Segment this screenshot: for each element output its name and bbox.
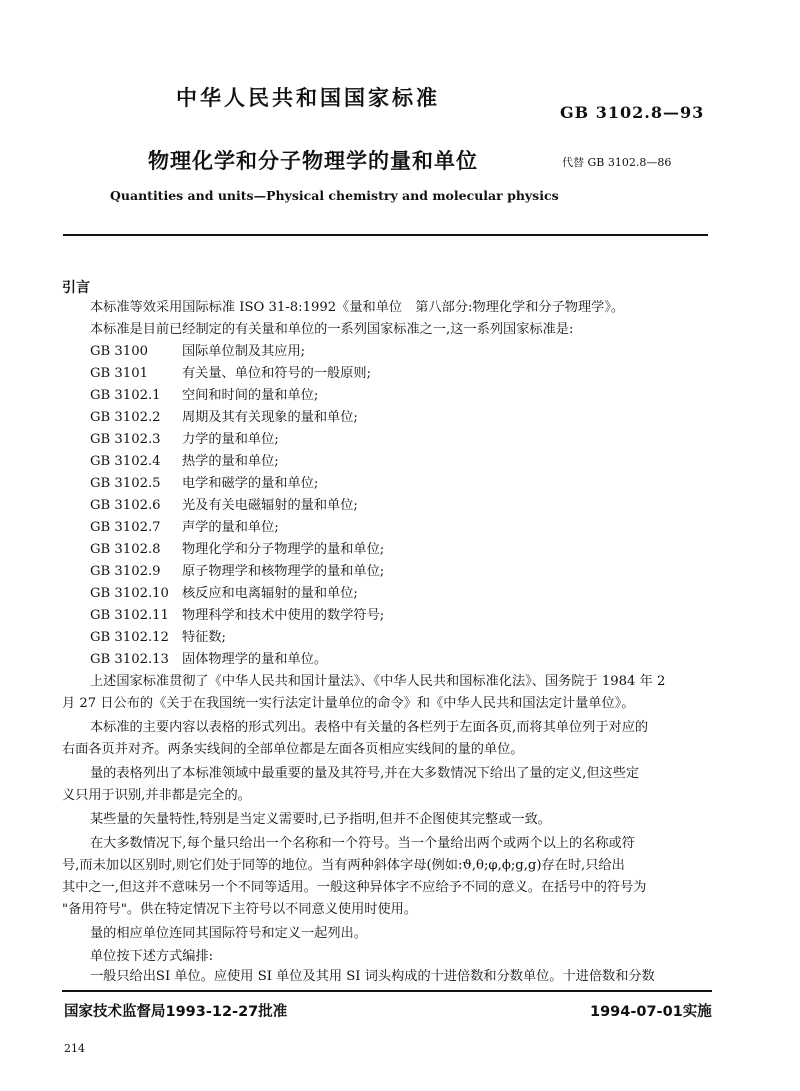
list-item-code: GB 3102.5 — [90, 476, 161, 491]
header-divider — [63, 234, 708, 236]
paragraph-line: 在大多数情况下,每个量只给出一个名称和一个符号。当一个量给出两个或两个以上的名称或符 — [90, 836, 635, 851]
list-item — [90, 539, 384, 561]
list-item-code: GB 3102.1 — [90, 388, 161, 403]
list-item-code: GB 3102.6 — [90, 498, 161, 513]
list-item — [90, 407, 358, 429]
list-item-code: GB 3102.12 — [90, 630, 169, 645]
list-item — [90, 429, 279, 451]
english-title: Quantities and units—Physical chemistry and molecular physics — [110, 188, 559, 203]
list-item-code: GB 3102.8 — [90, 542, 161, 557]
paragraph-line: 单位按下述方式编排: — [90, 949, 214, 964]
list-item — [90, 517, 279, 539]
paragraph-line: 量的相应单位连同其国际符号和定义一起列出。 — [90, 926, 367, 941]
paragraph-line: 某些量的矢量特性,特别是当定义需要时,已予指明,但并不企图使其完整或一致。 — [90, 812, 551, 827]
list-item-text: 热学的量和单位; — [182, 454, 279, 469]
standard-number: GB 3102.8—93 — [560, 103, 705, 122]
list-item-text: 声学的量和单位; — [182, 520, 279, 535]
list-item-text: 原子物理学和核物理学的量和单位; — [182, 564, 385, 579]
list-item — [90, 451, 279, 473]
list-item — [90, 363, 371, 385]
list-item-text: 光及有关电磁辐射的量和单位; — [182, 498, 358, 513]
list-item-text: 力学的量和单位; — [182, 432, 279, 447]
list-item — [90, 649, 327, 671]
list-item — [90, 473, 318, 495]
list-item-code: GB 3102.2 — [90, 410, 161, 425]
list-item — [90, 627, 226, 649]
paragraph-line: 一般只给出SI 单位。应使用 SI 单位及其用 SI 词头构成的十进倍数和分数单位。十进倍数和分数 — [90, 969, 655, 984]
section-heading: 引言 — [62, 280, 90, 296]
effective-date: 1994-07-01实施 — [590, 1004, 712, 1020]
paragraph-line: 上述国家标准贯彻了《中华人民共和国计量法》、《中华人民共和国标准化法》、国务院于 1984 年 2 — [90, 674, 666, 689]
intro-paragraph-2: 本标准是目前已经制定的有关量和单位的一系列国家标准之一,这一系列国家标准是: — [90, 322, 574, 337]
list-item-text: 周期及其有关现象的量和单位; — [182, 410, 358, 425]
list-item-text: 国际单位制及其应用; — [182, 344, 306, 359]
list-item — [90, 385, 318, 407]
page-number: 214 — [64, 1042, 85, 1055]
list-item-code: GB 3102.3 — [90, 432, 161, 447]
list-item-code: GB 3102.13 — [90, 652, 169, 667]
list-item-text: 核反应和电离辐射的量和单位; — [182, 586, 358, 601]
list-item — [90, 583, 358, 605]
paragraph-line: 量的表格列出了本标准领域中最重要的量及其符号,并在大多数情况下给出了量的定义,但这些定 — [90, 766, 640, 781]
list-item-text: 电学和磁学的量和单位; — [182, 476, 319, 491]
national-standard-heading: 中华人民共和国国家标准 — [176, 86, 440, 110]
paragraph-line: 月 27 日公布的《关于在我国统一实行法定计量单位的命令》和《中华人民共和国法定计量单位》。 — [62, 696, 635, 711]
footer-divider — [62, 990, 712, 992]
list-item-code: GB 3100 — [90, 344, 148, 359]
list-item-text: 物理科学和技术中使用的数学符号; — [182, 608, 385, 623]
list-item — [90, 561, 384, 583]
intro-paragraph-1: 本标准等效采用国际标准 ISO 31-8:1992《量和单位 第八部分:物理化学和分子物理学》。 — [90, 300, 625, 315]
list-item-code: GB 3101 — [90, 366, 148, 381]
list-item-text: 特征数; — [182, 630, 227, 645]
paragraph-line: 其中之一,但这并不意味另一个不同等适用。一般这种异体字不应给予不同的意义。在括号中的符号为 — [62, 880, 647, 895]
paragraph-line: 号,而未加以区别时,则它们处于同等的地位。当有两种斜体字母(例如:ϑ,θ;φ,ϕ;g,g)存在时,只给出 — [62, 858, 625, 873]
paragraph-line: 义只用于识别,并非都是完全的。 — [62, 788, 251, 803]
list-item-code: GB 3102.4 — [90, 454, 161, 469]
list-item-code: GB 3102.10 — [90, 586, 169, 601]
paragraph-line: "备用符号"。供在特定情况下主符号以不同意义使用时使用。 — [62, 902, 418, 917]
list-item-code: GB 3102.7 — [90, 520, 161, 535]
list-item — [90, 495, 358, 517]
list-item — [90, 341, 305, 363]
replaces-note: 代替 GB 3102.8—86 — [562, 156, 672, 169]
list-item — [90, 605, 384, 627]
list-item-text: 固体物理学的量和单位。 — [182, 652, 328, 667]
document-title: 物理化学和分子物理学的量和单位 — [148, 149, 478, 173]
list-item-text: 有关量、单位和符号的一般原则; — [182, 366, 372, 381]
paragraph-line: 右面各页并对齐。两条实线间的全部单位都是左面各页相应实线间的量的单位。 — [62, 742, 524, 757]
list-item-code: GB 3102.11 — [90, 608, 169, 623]
list-item-text: 物理化学和分子物理学的量和单位; — [182, 542, 385, 557]
paragraph-line: 本标准的主要内容以表格的形式列出。表格中有关量的各栏列于左面各页,而将其单位列于对应的 — [90, 720, 649, 735]
list-item-text: 空间和时间的量和单位; — [182, 388, 319, 403]
approval-date: 国家技术监督局1993-12-27批准 — [64, 1004, 288, 1020]
list-item-code: GB 3102.9 — [90, 564, 161, 579]
